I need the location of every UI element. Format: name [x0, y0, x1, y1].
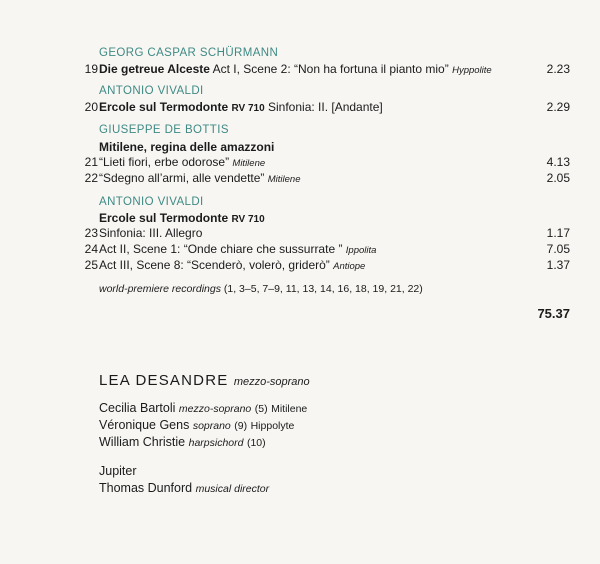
work-title: Ercole sul Termodonte: [99, 211, 229, 225]
track-row: [78, 242, 570, 258]
track-detail: Sinfonia: III. Allegro: [99, 226, 203, 240]
catalogue-number: RV 710: [231, 214, 265, 225]
performer-name: William Christie: [99, 435, 186, 449]
track-detail: Act III, Scene 8: “Scenderò, volerò, griderò”: [99, 258, 330, 272]
composer-name: GEORG CASPAR SCHÜRMANN: [99, 47, 279, 59]
track-role: Antiope: [333, 261, 366, 272]
director-line: [99, 481, 269, 495]
premiere-tracks: (1, 3–5, 7–9, 11, 13, 14, 16, 18, 19, 21, 22): [223, 283, 423, 295]
performer-name: Cecilia Bartoli: [99, 401, 176, 415]
work-title: Die getreue Alceste: [99, 62, 210, 76]
track-number: 22: [84, 171, 98, 185]
track-number: 25: [84, 258, 98, 272]
track-duration: 4.13: [546, 155, 570, 169]
performer-role: Hippolyte: [250, 420, 295, 432]
catalogue-number: RV 710: [231, 103, 265, 114]
track-row: [78, 62, 570, 78]
guest-performer: [99, 435, 266, 449]
guest-performer: [99, 418, 294, 432]
work-title: Mitilene, regina delle amazzoni: [99, 140, 275, 154]
performer-tracks: (10): [246, 437, 266, 449]
track-role: Mitilene: [267, 174, 301, 185]
track-duration: 7.05: [546, 242, 570, 256]
track-role: Mitilene: [232, 158, 266, 169]
track-duration: 2.23: [546, 62, 570, 76]
track-duration: 2.05: [546, 171, 570, 185]
total-duration: 75.37: [537, 306, 570, 321]
premiere-note: [99, 283, 423, 295]
track-row: [78, 100, 570, 116]
track-duration: 2.29: [546, 100, 570, 114]
track-row: [78, 171, 570, 187]
artist-name: LEA DESANDRE: [99, 372, 229, 389]
artist-voice: mezzo-soprano: [233, 376, 310, 388]
director-role: musical director: [195, 483, 270, 495]
track-role: Hyppolite: [452, 65, 492, 76]
track-row: [78, 258, 570, 274]
track-detail: Act I, Scene 2: “Non ha fortuna il pianto mio”: [209, 62, 449, 76]
track-number: 24: [84, 242, 98, 256]
track-duration: 1.37: [546, 258, 570, 272]
track-detail: Act II, Scene 1: “Onde chiare che sussurrate ”: [99, 242, 343, 256]
ensemble-name: Jupiter: [99, 464, 137, 478]
track-number: 19: [84, 62, 98, 76]
track-duration: 1.17: [546, 226, 570, 240]
premiere-label: world-premiere recordings: [99, 283, 221, 295]
track-number: 20: [84, 100, 98, 114]
guest-performer: [99, 401, 307, 415]
performer-tracks: (9): [234, 420, 248, 432]
track-row: [78, 226, 570, 242]
track-row: [78, 155, 570, 171]
track-detail: “Lieti fiori, erbe odorose”: [99, 155, 230, 169]
director-name: Thomas Dunford: [99, 481, 193, 495]
track-detail: Sinfonia: II. [Andante]: [264, 100, 383, 114]
work-title: Ercole sul Termodonte: [99, 100, 229, 114]
performer-name: Véronique Gens: [99, 418, 190, 432]
track-role: Ippolita: [345, 245, 377, 256]
composer-name: ANTONIO VIVALDI: [99, 196, 204, 208]
performer-voice: soprano: [192, 420, 231, 432]
main-artist: [99, 372, 310, 389]
performer-voice: mezzo-soprano: [178, 403, 252, 415]
composer-name: ANTONIO VIVALDI: [99, 85, 204, 97]
track-number: 23: [84, 226, 98, 240]
track-detail: “Sdegno all’armi, alle vendette”: [99, 171, 265, 185]
performer-tracks: (5): [254, 403, 268, 415]
track-number: 21: [84, 155, 98, 169]
performer-voice: harpsichord: [188, 437, 244, 449]
performer-role: Mitilene: [271, 403, 308, 415]
composer-name: GIUSEPPE DE BOTTIS: [99, 124, 229, 136]
work-heading: [99, 211, 265, 225]
